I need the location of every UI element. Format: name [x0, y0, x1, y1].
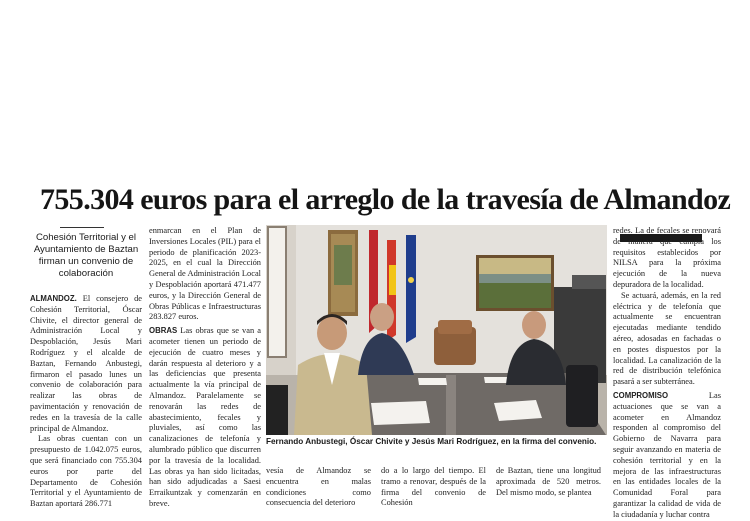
paragraph: Las obras que se van a acometer tienen un periodo de ejecución de cuatro meses y darán respuesta al deterioro y a las deficiencias que presenta actualmente la vía principal de Almandoz. Paralelamente se renovarán las redes de abastecimiento, fecales y pluviales, así como las canalizaciones de telefonía y alumbrado público que discurren por la travesía de la localidad. Las obras ya han sido licitadas, han sido adjudicadas a Saesi Erraikuntzak y comenzarán en breve. — [149, 326, 261, 508]
headline: 755.304 euros para el arreglo de la travesía de Almandoz — [40, 183, 731, 216]
article-column-2 — [149, 226, 261, 508]
bottom-column-1: vesía de Almandoz se encuentra en malas condiciones como consecuencia del deterioro — [266, 466, 371, 508]
section-lead: OBRAS — [149, 326, 178, 336]
paragraph: Las obras cuentan con un presupuesto de 1.042.075 euros, que será financiado con 755.304 euros por parte del Departamento de Cohesión Territorial y el Ayuntamiento de Baztan aportará 286.771 — [30, 434, 142, 509]
section-lead: COMPROMISO — [613, 390, 669, 400]
paragraph: Las actuaciones que se van a acometer en Almandoz responden al compromiso del Gobierno de Navarra para seguir avanzando en materia de cohesión territorial y en la mejora de las infraestructuras en las entidades locales de la Comunidad Foral para garantizar la calidad de vida de la ciudadanía y luchar contra — [613, 390, 721, 519]
paragraph: El consejero de Cohesión Territorial, Óscar Chivite, el director general de Administración Local y Despoblación, Jesús Mari Rodríguez y el alcalde de Baztan, Fernando Anbustegi, firmaron el pasado lunes un convenio de colaboración para realizar las obras de pavimentación y renovación de redes en la travesía de la calle principal de Almandoz. — [30, 294, 142, 433]
subheadline: Cohesión Territorial y el Ayuntamiento de Baztan firman un convenio de colaboración — [33, 232, 139, 279]
photo-caption: Fernando Anbustegi, Óscar Chivite y Jesús Mari Rodríguez, en la firma del convenio. — [266, 437, 597, 446]
article-column-3 — [613, 226, 721, 519]
paragraph: Se actuará, además, en la red eléctrica y de telefonía que actualmente se encuentran ejecutadas mediante tendido aéreo, adosadas en fachadas o en postes dispuestos por la localidad. La canalización de la red de distribución telefónica pasará a ser subterránea. — [613, 290, 721, 387]
divider — [60, 227, 104, 228]
bottom-column-3: de Baztan, tiene una longitud aproximada de 520 metros. Del mismo modo, se plantea — [496, 466, 601, 497]
article-column-1 — [30, 294, 142, 509]
bottom-column-2: do a lo largo del tiempo. El tramo a renovar, después de la firma del convenio de Cohesión — [381, 466, 486, 508]
article-photo — [266, 225, 607, 435]
paragraph: enmarcan en el Plan de Inversiones Locales (PIL) para el periodo de planificación 2023-2025, en el cual la Dirección General de Administración Local y Despoblación aportará 471.477 euros, y la Dirección General de Obras Públicas e Infraestructuras 283.827 euros. — [149, 226, 261, 322]
paragraph: redes. La de fecales se renovará de manera que cumpla los requisitos establecidos por NILSA para la próxima ejecución de la nueva depuradora de la localidad. — [613, 226, 721, 289]
dateline: ALMANDOZ. — [30, 294, 77, 303]
